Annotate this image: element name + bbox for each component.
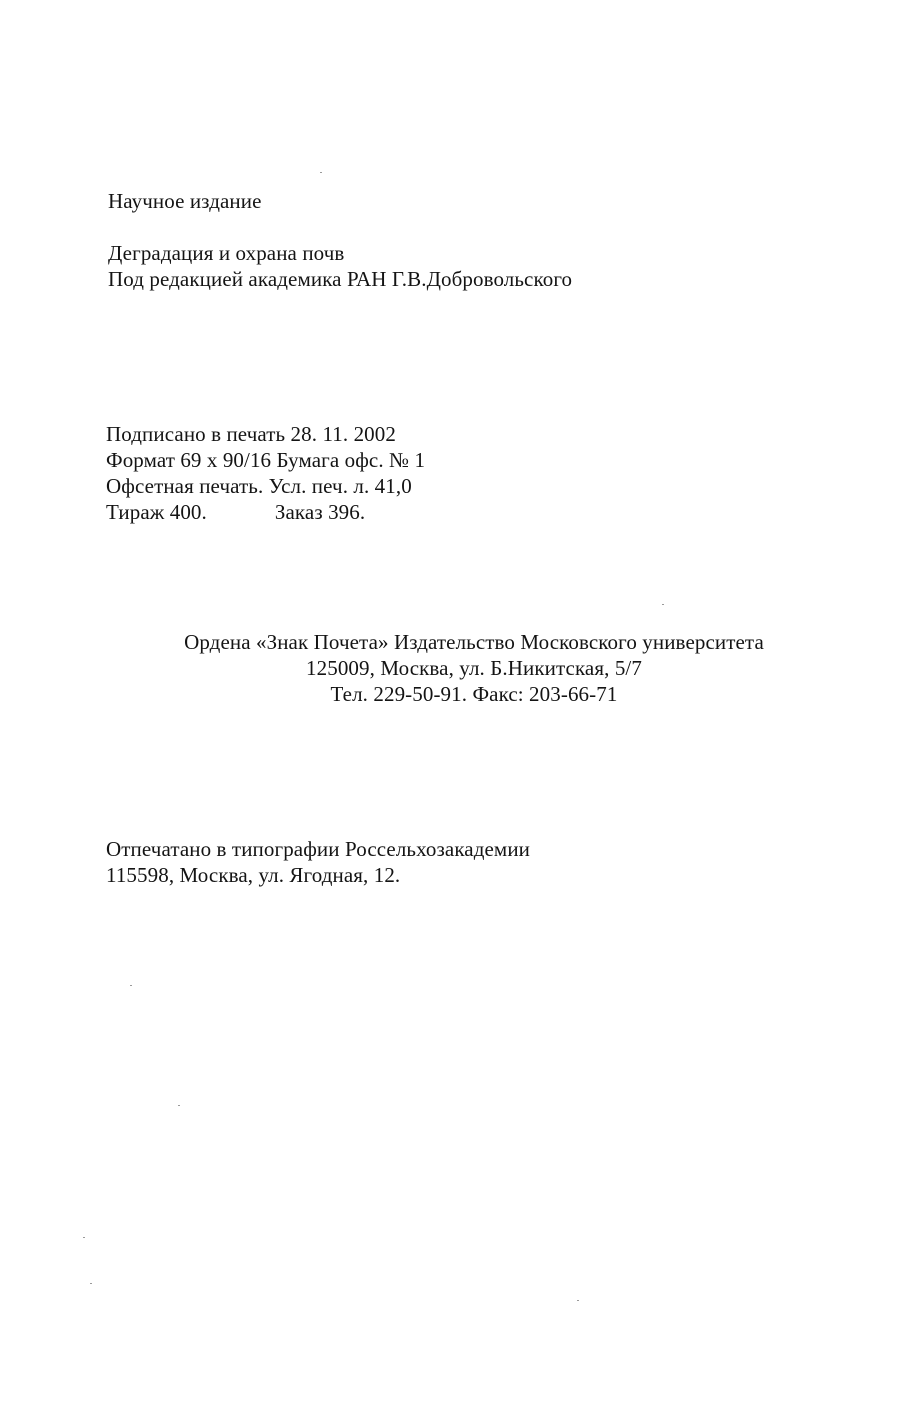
publisher-phone: Тел. 229-50-91. Факс: 203-66-71 xyxy=(330,682,618,706)
imprint-run: Тираж 400. xyxy=(106,500,207,524)
scan-speck xyxy=(577,1300,579,1301)
edition-type: Научное издание xyxy=(108,189,262,213)
imprint-signed: Подписано в печать 28. 11. 2002 xyxy=(106,422,396,446)
scan-speck xyxy=(662,604,664,605)
scan-speck xyxy=(320,172,322,173)
book-title: Деградация и охрана почв xyxy=(108,241,345,265)
imprint-run-order xyxy=(106,499,365,525)
scan-speck xyxy=(178,1105,180,1106)
publisher-address: 125009, Москва, ул. Б.Никитская, 5/7 xyxy=(306,656,642,680)
printer-address: 115598, Москва, ул. Ягодная, 12. xyxy=(106,863,401,887)
scan-speck xyxy=(90,1283,92,1284)
scan-speck xyxy=(130,985,132,986)
editor-line: Под редакцией академика РАН Г.В.Добровольского xyxy=(108,267,573,291)
scan-speck xyxy=(83,1237,85,1238)
imprint-order: Заказ 396. xyxy=(274,500,366,524)
imprint-format: Формат 69 х 90/16 Бумага офс. № 1 xyxy=(106,448,426,472)
imprint-print: Офсетная печать. Усл. печ. л. 41,0 xyxy=(106,474,412,498)
publisher-name: Ордена «Знак Почета» Издательство Московского университета xyxy=(184,630,764,654)
printer-name: Отпечатано в типографии Россельхозакадемии xyxy=(106,837,530,861)
